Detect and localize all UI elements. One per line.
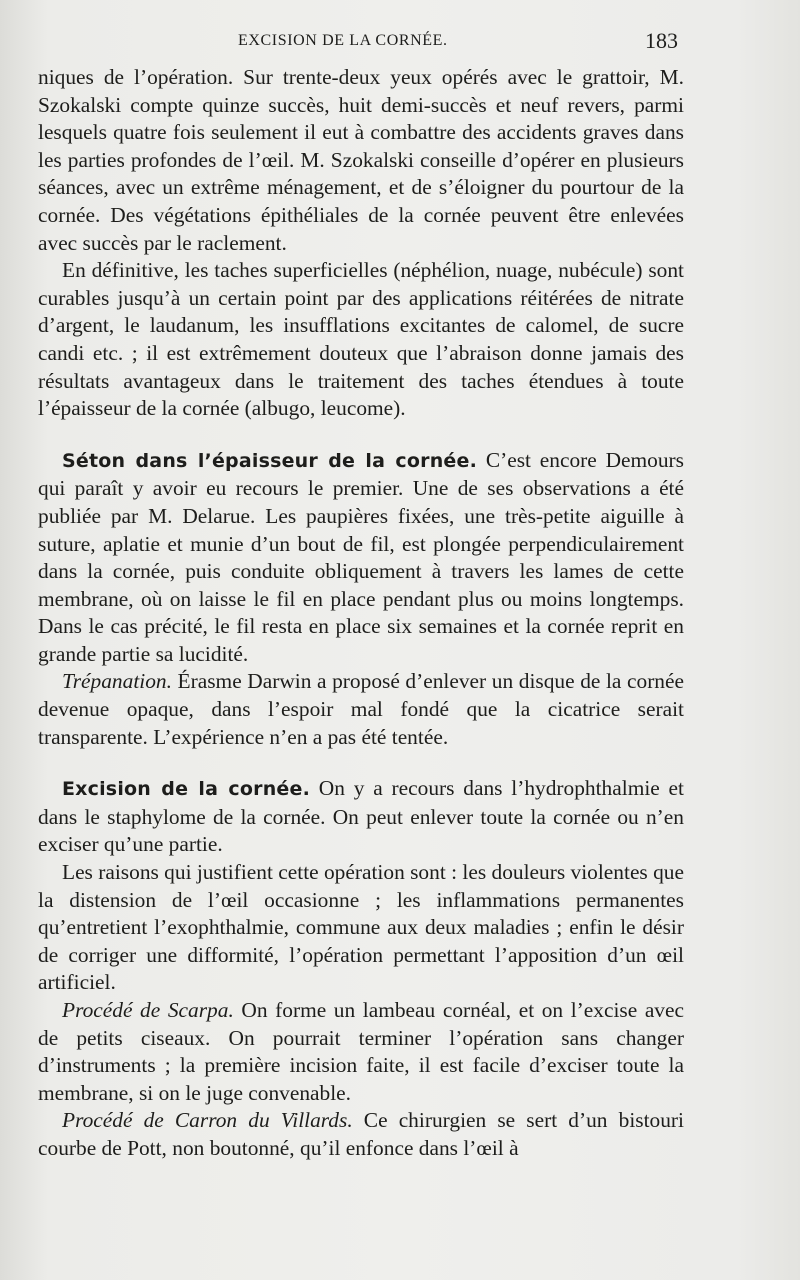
italic-heading-trepanation: Trépanation. [62,669,172,694]
paragraph-text: On forme un lambeau cornéal, et on l’excise avec de petits ciseaux. On pourrait terminer l’opération sans changer d’instruments ; la première incision faite, il est facile d’exciser toute la membrane, si on le juge convenable. [38,998,684,1105]
paragraph-seton [38,447,684,669]
paragraph-excision [38,775,684,859]
italic-heading-carron: Procédé de Carron du Villards. [62,1108,353,1133]
section-heading-seton: Séton dans l’épaisseur de la cornée. [62,449,478,472]
paragraph-raisons [38,859,684,997]
italic-heading-scarpa: Procédé de Scarpa. [62,998,234,1022]
section-heading-excision: Excision de la cornée. [62,778,311,801]
section-gap [38,423,684,447]
paragraph-text: Les raisons qui justifient cette opération sont : les douleurs violentes que la distension de l’œil occasionne ; les inflammations permanentes qu’entretient l’exophthalmie, commune aux deux maladies ; enfin le désir de corriger une difformité, l’opération permettant l’apposition d’un œil artificiel. [38,860,684,995]
section-gap [38,751,684,775]
page-number: 183 [645,28,678,53]
paragraph-definitive [38,257,684,423]
paragraph-carron [38,1107,684,1162]
paragraph-text: Érasme Darwin a proposé d’enlever un disque de la cornée devenue opaque, dans l’espoir mal fondé que la cicatrice serait transparente. L’expérience n’en a pas été tentée. [38,669,684,749]
paragraph-text: C’est encore Demours qui paraît y avoir eu recours le premier. Une de ses observations a été publiée par M. Delarue. Les paupières fixées, une très-petite aiguille à suture, aplatie et munie d’un bout de fil, est plongée perpendiculairement dans la cornée, puis conduite obliquement à travers les lames de cette membrane, où on laisse le fil en place pendant plus ou moins longtemps. Dans le cas précité, le fil resta en place six semaines et la cornée reprit en grande partie sa lucidité. [38,447,684,666]
page-header [38,28,678,60]
paragraph-trepanation [38,668,684,751]
paragraph-text: On y a recours dans l’hydrophthalmie et dans le staphylome de la cornée. On peut enlever toute la cornée ou n’en exciser qu’une partie. [38,776,684,857]
body-text [38,64,684,1163]
paragraph-text: En définitive, les taches superficielles (néphélion, nuage, nubécule) sont curables jusqu’à un certain point par des applications réitérées de nitrate d’argent, le laudanum, les insufflations excitantes de calomel, de sucre candi etc. ; il est extrêmement douteux que l’abraison donne jamais des résultats avantageux dans le traitement des taches étendues à toute l’épaisseur de la cornée (albugo, leucome). [38,258,684,421]
paragraph-continuation [38,64,684,257]
running-title: EXCISION DE LA CORNÉE. [238,32,448,49]
paragraph-text: niques de l’opération. Sur trente-deux yeux opérés avec le grattoir, M. Szokalski compte quinze succès, huit demi-succès et neuf revers, parmi lesquels quatre fois seulement il eut à combattre des accidents graves dans les parties profondes de l’œil. M. Szokalski conseille d’opérer en plusieurs séances, avec un extrême ménagement, et de s’éloigner du pourtour de la cornée. Des végétations épithéliales de la cornée peuvent être enlevées avec succès par le raclement. [38,65,684,255]
paragraph-scarpa [38,997,684,1107]
paragraph-text: Ce chirurgien se sert d’un bistouri courbe de Pott, non boutonné, qu’il enfonce dans l’œil à [38,1108,684,1160]
